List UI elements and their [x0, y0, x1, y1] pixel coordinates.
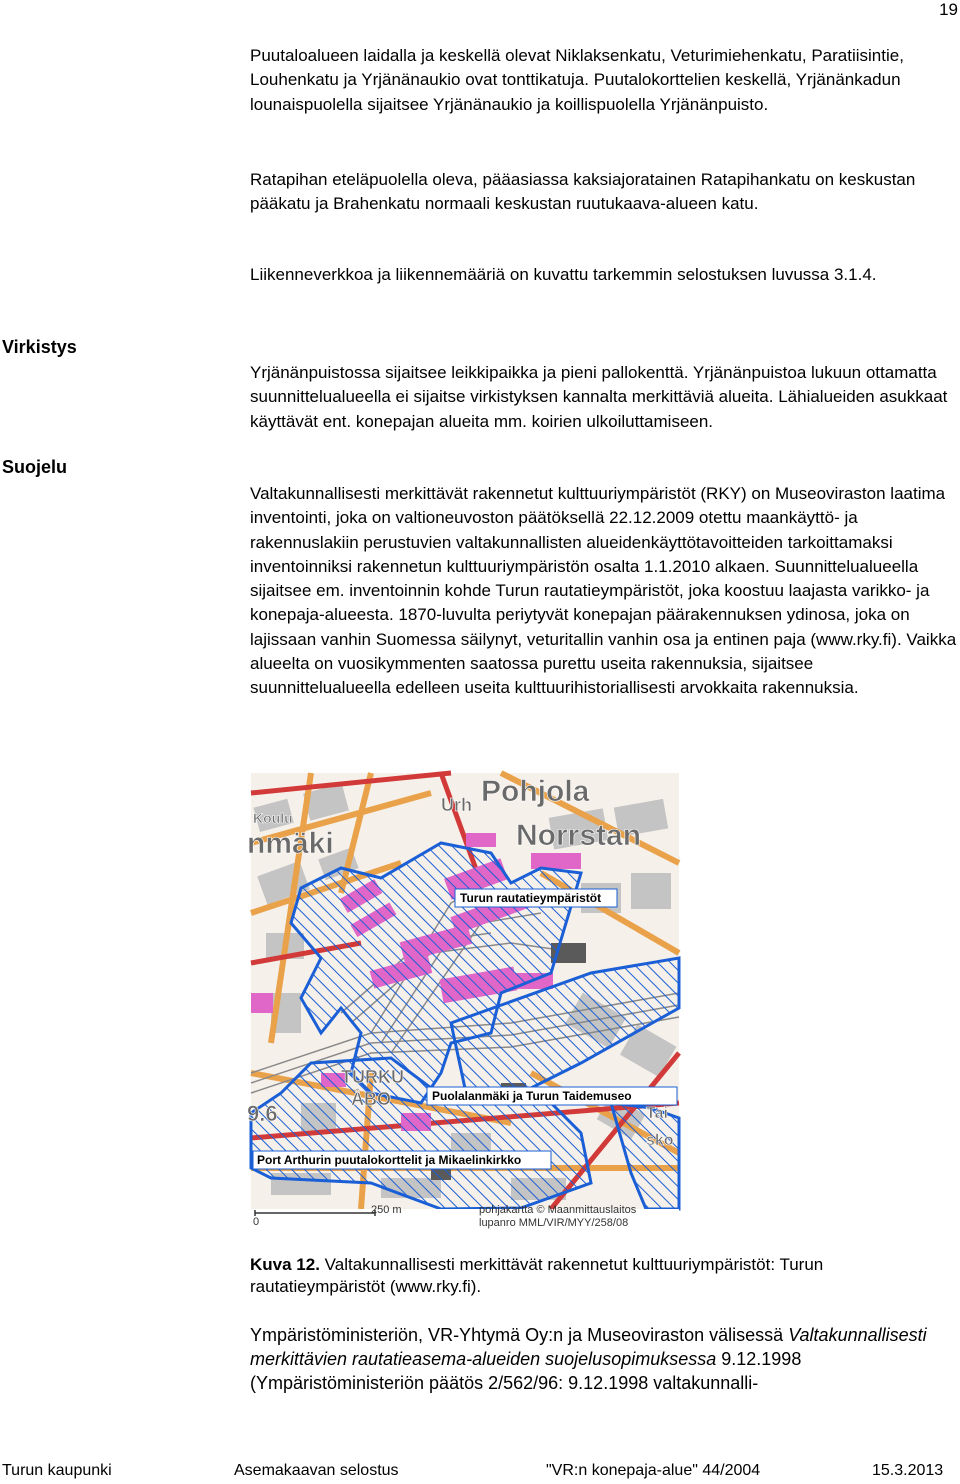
side-heading-suojelu: Suojelu: [2, 457, 68, 477]
map-area-label-puolalanmaki: Puolalanmäki ja Turun Taidemuseo: [432, 1089, 632, 1103]
footer-org: Turun kaupunki: [2, 1462, 112, 1479]
map-area-label-port-arthur: Port Arthurin puutalokorttelit ja Mikaelinkirkko: [257, 1153, 522, 1167]
map-label-koulu: Koulu: [253, 810, 293, 826]
page-number: 19: [939, 0, 958, 19]
figure-caption: [250, 1254, 956, 1298]
map-scale-zero: 0: [253, 1216, 260, 1228]
map-label-norrstan: Norrstan: [516, 819, 642, 852]
map-copyright-2: lupanro MML/VIR/MYY/258/08: [479, 1217, 629, 1229]
paragraph-agreement: [250, 1323, 956, 1395]
figure-caption-text: Valtakunnallisesti merkittävät rakennetut kulttuuriympäristöt: Turun rautatieympäristöt (www.rky.fi).: [250, 1255, 824, 1296]
footer-date: 15.3.2013: [872, 1462, 944, 1479]
paragraph-agreement-italic: Valtakunnallisesti merkittävien rautatieasema-alueiden suojelusopimuksessa: [250, 1325, 927, 1369]
map-label-abo: ÅBO: [351, 1089, 391, 1109]
side-heading-virkistys: Virkistys: [2, 337, 77, 357]
paragraph-agreement-after: 9.12.1998 (Ympäristöministeriön päätös 2/562/96: 9.12.1998 valtakunnalli-: [250, 1349, 802, 1393]
map-copyright-1: pohjakartta © Maanmittauslaitos: [479, 1204, 637, 1216]
footer-project: "VR:n konepaja-alue" 44/2004: [546, 1462, 761, 1479]
map-scale-label: 250 m: [371, 1204, 402, 1216]
map-area-label-rautatie: Turun rautatieympäristöt: [460, 891, 602, 905]
map-label-tai: Tai: [646, 1105, 668, 1122]
map-label-sko: sko: [646, 1132, 674, 1149]
map-label-num: 9.6: [247, 1101, 278, 1126]
figure-caption-label: Kuva 12.: [250, 1255, 320, 1274]
map-label-turku: TURKU: [341, 1067, 404, 1087]
footer-doc: Asemakaavan selostus: [234, 1462, 399, 1479]
paragraph-protection: Valtakunnallisesti merkittävät rakennetut kulttuuriympäristöt (RKY) on Museoviraston laatima inventointi, joka on valtioneuvoston päätöksellä 22.12.2009 otettu maankäyttö- ja rakennuslakiin perustuvien valtakunnallisten alueidenkäyttötavoitteiden tarkoittamaksi inventoinniksi rakennetun kulttuuriympäristön osalta 1.1.2010 alkaen. Suunnittelualueella sijaitsee em. inventoinnin kohde Turun rautatieympäristöt, joka koostuu laajasta varikko- ja konepaja-alueesta. 1870-luvulta periytyvät konepajan päärakennuksen ydinosa, joka on lajissaan vanhin Suomessa säilynyt, veturitallin vanhin osa ja entinen paja (www.rky.fi). Vaikka alueelta on vuosikymmenten saatossa purettu useita rakennuksia, sijaitsee suunnittelualueella edelleen useita kulttuurihistoriallisesti arvokkaita rakennuksia.: [250, 484, 957, 698]
rky-area-map: [247, 773, 679, 1229]
map-label-pohjola: Pohjola: [481, 775, 590, 808]
paragraph-street-network: Puutaloalueen laidalla ja keskellä olevat Niklaksenkatu, Veturimiehenkatu, Paratiisintie, Louhenkatu ja Yrjänänaukio ovat tonttikatuja. Puutalokorttelien keskellä, Yrjänänkadun lounaispuolella sijaitsee Yrjänänaukio ja koillispuolella Yrjänänpuisto.: [250, 46, 904, 114]
paragraph-recreation: Yrjänänpuistossa sijaitsee leikkipaikka ja pieni pallokenttä. Yrjänänpuistoa lukuun ottamatta suunnittelualueella ei sijaitse virkistyksen kannalta merkittäviä alueita. Lähialueiden asukkaat käyttävät ent. konepajan alueita mm. koirien ulkoiluttamiseen.: [250, 363, 948, 431]
map-label-urh: Urh: [441, 795, 472, 815]
paragraph-agreement-before: Ympäristöministeriön, VR-Yhtymä Oy:n ja Museoviraston välisessä: [250, 1325, 789, 1345]
paragraph-traffic-reference: Liikenneverkkoa ja liikennemääriä on kuvattu tarkemmin selostuksen luvussa 3.1.4.: [250, 265, 877, 284]
paragraph-main-streets: Ratapihan eteläpuolella oleva, pääasiassa kaksiajoratainen Ratapihankatu on keskustan pääkatu ja Brahenkatu normaali keskustan ruutukaava-alueen katu.: [250, 170, 916, 214]
map-label-nmaki: nmäki: [247, 827, 334, 860]
page-footer: [0, 1458, 960, 1482]
map-svg: [247, 773, 679, 1229]
